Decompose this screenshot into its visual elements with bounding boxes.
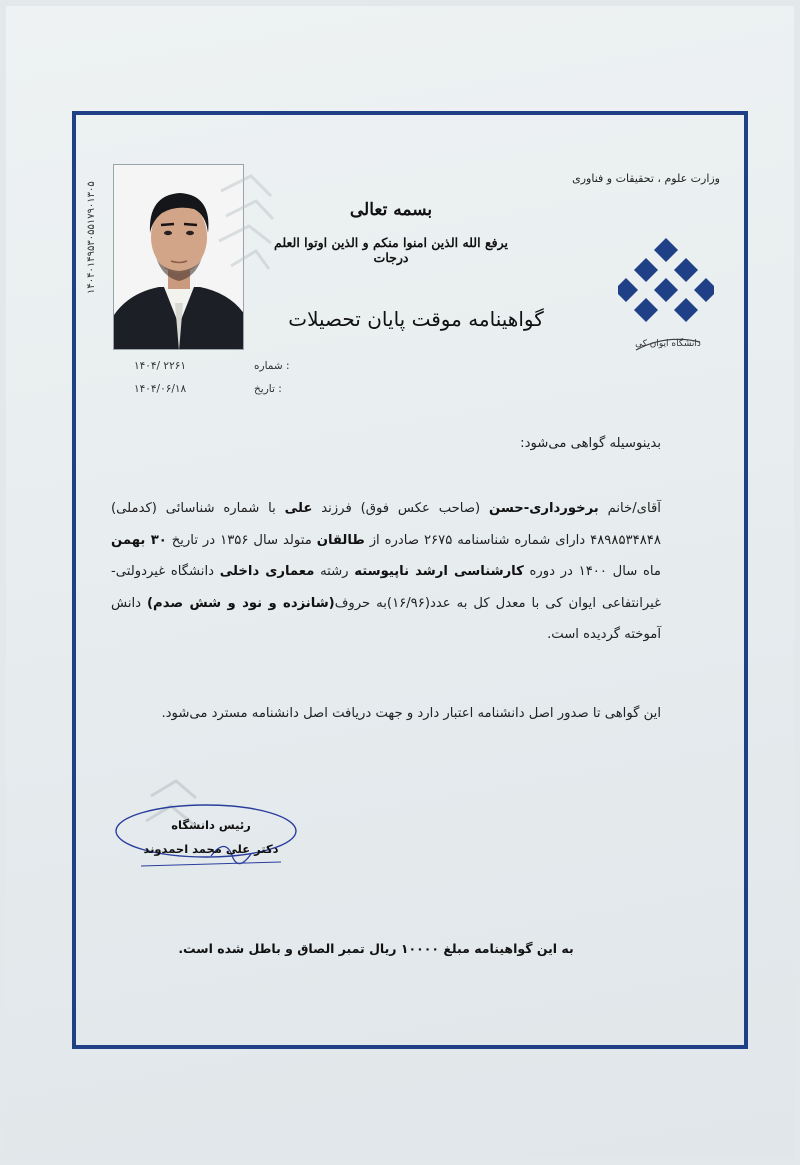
signature-title: رئیس دانشگاه [171, 818, 251, 832]
birth-year: ۱۳۵۶ [220, 532, 249, 548]
body-text: متولد سال [253, 532, 312, 548]
serial-number: ۱۴۰۴۰۱۴۹۵۳۰۵۵۱۷۹۰۱۳۰۵ [86, 181, 97, 295]
validity-note: این گواهی تا صدور اصل دانشنامه اعتبار دارد و جهت دریافت اصل دانشنامه مسترد می‌شود. [161, 706, 661, 721]
birth-place: طالقان [316, 532, 365, 548]
body-text: (صاحب عکس فوق) فرزند [321, 501, 481, 516]
birth-certificate-number: ۲۶۷۵ [423, 532, 453, 548]
body-text: در تاریخ [171, 532, 216, 548]
signature-icon [111, 776, 311, 896]
intro-line: بدینوسیله گواهی می‌شود: [520, 436, 661, 451]
body-text: دانش آموخته گردیده است. [111, 595, 661, 642]
degree-name: کارشناسی ارشد ناپیوسته [354, 564, 524, 579]
embossed-stamp-icon [211, 171, 281, 291]
body-text: ماه سال ۱۴۰۰ در دوره [529, 564, 661, 579]
certificate-body [111, 493, 661, 651]
national-id: ۴۸۹۸۵۳۴۸۴۸ [590, 532, 661, 548]
signatory-name: دکتر علی محمد احمدوند [143, 842, 279, 856]
number-value: ۱۴۰۴/ ۲۲۶۱ [134, 360, 186, 372]
certificate-title: گواهینامه موقت پایان تحصیلات [288, 307, 544, 331]
stamp-fee-note: به این گواهینامه مبلغ ۱۰۰۰۰ ریال تمبر الصاق و باطل شده است. [178, 941, 574, 956]
bismillah-heading: بسمه تعالی [349, 200, 433, 220]
father-name: علی [284, 501, 313, 516]
certificate-sheet [6, 6, 794, 1159]
body-text: دارای شماره شناسنامه [457, 532, 586, 548]
date-label: تاریخ : [254, 383, 282, 395]
university-logo-icon [618, 238, 714, 358]
signature-block [111, 776, 311, 896]
student-name: برخورداری-حسن [489, 501, 599, 516]
gpa-in-words: (شانزده و نود و شش صدم) [147, 595, 335, 611]
body-text: رشته [320, 564, 349, 579]
body-text: دانشگاه غیردولتی-غیرانتفاعی ایوان کی با معدل کل به عدد(۱۶/۹۶)به حروف [111, 564, 662, 611]
body-text: صادره از [369, 532, 420, 548]
graduation-day: ۳۰ بهمن [111, 532, 167, 548]
body-text: با شماره شناسائی (کدملی) [111, 501, 276, 516]
body-text: آقای/خانم [607, 501, 661, 516]
logo-text: دانشگاه ایوان کی [635, 339, 701, 349]
ministry-label: وزارت علوم ، تحقیقات و فناوری [572, 172, 720, 185]
number-label: شماره : [254, 360, 290, 372]
quran-verse: یرفع الله الذین امنوا منکم و الذین اوتوا العلم درجات [274, 235, 508, 265]
major-name: معماری داخلی [219, 564, 315, 579]
date-value: ۱۴۰۴/۰۶/۱۸ [134, 383, 187, 395]
